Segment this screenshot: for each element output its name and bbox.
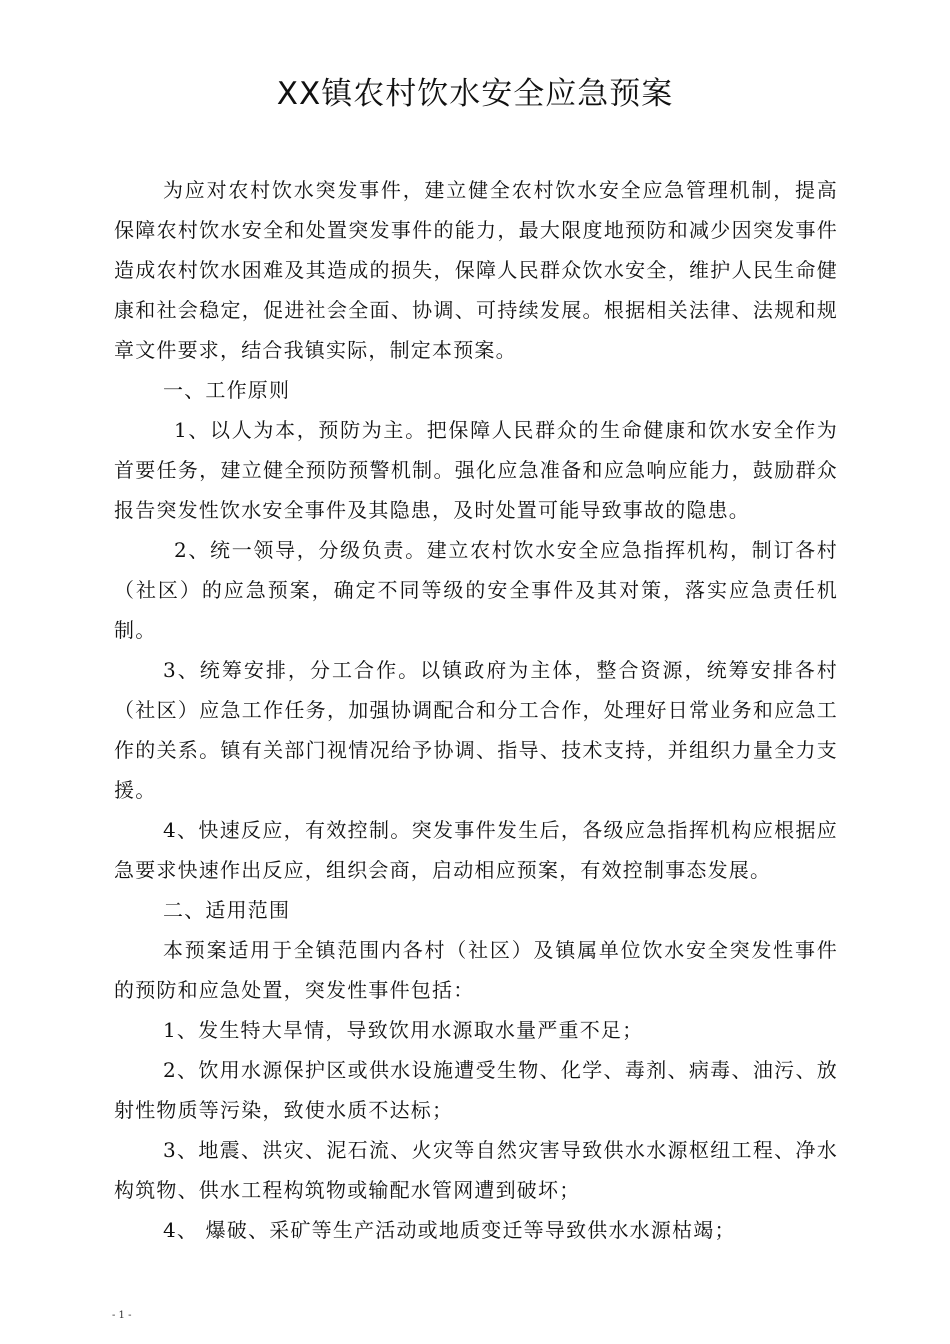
scope-item-3: 3、地震、洪灾、泥石流、火灾等自然灾害导致供水水源枢纽工程、净水构筑物、供水工程构筑物或输配水管网遭到破坏； — [114, 1138, 838, 1202]
principle-3-paragraph: 3、统筹安排，分工合作。以镇政府为主体，整合资源，统筹安排各村（社区）应急工作任务，加强协调配合和分工合作，处理好日常业务和应急工作的关系。镇有关部门视情况给予协调、指导、技术支持，并组织力量全力支援。 — [114, 658, 838, 802]
scope-item-4: 4、 爆破、采矿等生产活动或地质变迁等导致供水水源枯竭； — [163, 1218, 736, 1242]
scope-item-1: 1、发生特大旱情，导致饮用水源取水量严重不足； — [163, 1018, 644, 1042]
principle-1-paragraph: 1、以人为本，预防为主。把保障人民群众的生命健康和饮水安全作为首要任务，建立健全预防预警机制。强化应急准备和应急响应能力，鼓励群众报告突发性饮水安全事件及其隐患，及时处置可能导致事故的隐患。 — [114, 418, 838, 522]
intro-paragraph: 为应对农村饮水突发事件，建立健全农村饮水安全应急管理机制，提高保障农村饮水安全和处置突发事件的能力，最大限度地预防和减少因突发事件造成农村饮水困难及其造成的损失，保障人民群众饮水安全，维护人民生命健康和社会稳定，促进社会全面、协调、可持续发展。根据相关法律、法规和规章文件要求，结合我镇实际，制定本预案。 — [114, 178, 838, 362]
document-body — [114, 170, 838, 1250]
scope-item-2: 2、饮用水源保护区或供水设施遭受生物、化学、毒剂、病毒、油污、放射性物质等污染，致使水质不达标； — [114, 1058, 838, 1122]
principle-4-paragraph: 4、快速反应，有效控制。突发事件发生后，各级应急指挥机构应根据应急要求快速作出反应，组织会商，启动相应预案，有效控制事态发展。 — [114, 818, 838, 882]
principle-2-paragraph: 2、统一领导，分级负责。建立农村饮水安全应急指挥机构，制订各村（社区）的应急预案，确定不同等级的安全事件及其对策，落实应急责任机制。 — [114, 538, 838, 642]
page-number: - 1 - — [112, 1310, 132, 1321]
document-title: XX镇农村饮水安全应急预案 — [276, 76, 674, 112]
section-heading-principles: 一、工作原则 — [163, 378, 291, 402]
scope-paragraph: 本预案适用于全镇范围内各村（社区）及镇属单位饮水安全突发性事件的预防和应急处置，突发性事件包括： — [114, 938, 838, 1002]
section-heading-scope: 二、适用范围 — [163, 898, 291, 922]
